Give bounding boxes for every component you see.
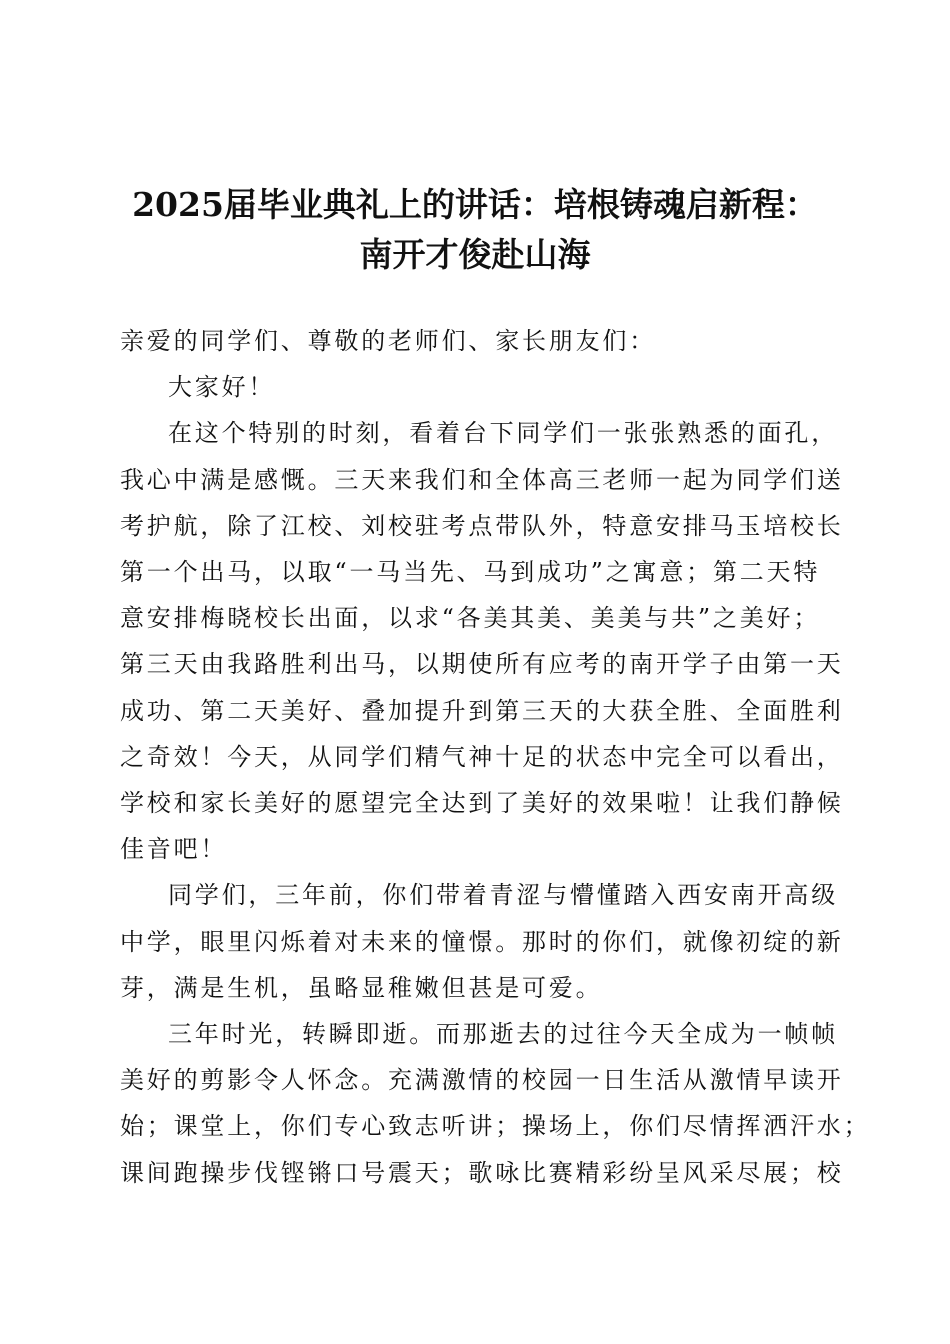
title-line-2: 南开才俊赴山海 bbox=[359, 235, 591, 274]
paragraph-line: 意安排梅晓校长出面，以求“各美其美、美美与共”之美好； bbox=[120, 604, 821, 633]
paragraph-line: 芽，满是生机，虽略显稚嫩但甚是可爱。 bbox=[120, 973, 603, 1002]
paragraph-line: 课间跑操步伐铿锵口号震天；歌咏比赛精彩纷呈风采尽展；校 bbox=[120, 1158, 844, 1187]
greeting-text: 大家好！ bbox=[168, 373, 276, 402]
paragraph-line: 佳音吧！ bbox=[120, 835, 228, 864]
paragraph-line: 同学们，三年前，你们带着青涩与懵懂踏入西安南开高级 bbox=[168, 881, 838, 910]
document-title bbox=[110, 180, 840, 280]
document-body bbox=[120, 318, 871, 1196]
paragraph-1-cont bbox=[120, 457, 844, 873]
paragraph-line: 第三天由我路胜利出马，以期使所有应考的南开学子由第一天 bbox=[120, 650, 844, 679]
paragraph-line: 考护航，除了江校、刘校驻考点带队外，特意安排马玉培校长 bbox=[120, 511, 844, 540]
paragraph-3-cont bbox=[120, 1057, 871, 1196]
paragraph-line: 学校和家长美好的愿望完全达到了美好的效果啦！让我们静候 bbox=[120, 789, 844, 818]
paragraph-line: 中学，眼里闪烁着对未来的憧憬。那时的你们，就像初绽的新 bbox=[120, 927, 844, 956]
paragraph-line: 之奇效！今天，从同学们精气神十足的状态中完全可以看出， bbox=[120, 742, 844, 771]
paragraph-line: 在这个特别的时刻，看着台下同学们一张张熟悉的面孔， bbox=[168, 419, 838, 448]
paragraph-line: 三年时光，转瞬即逝。而那逝去的过往今天全成为一帧帧 bbox=[168, 1020, 838, 1049]
paragraph-2-cont bbox=[120, 919, 844, 1011]
paragraph-line: 美好的剪影令人怀念。充满激情的校园一日生活从激情早读开 bbox=[120, 1066, 844, 1095]
salutation bbox=[120, 318, 832, 364]
title-line-1: 2025届毕业典礼上的讲话：培根铸魂启新程： bbox=[132, 185, 818, 224]
paragraph-line: 始；课堂上，你们专心致志听讲；操场上，你们尽情挥洒汗水； bbox=[120, 1112, 871, 1141]
paragraph-line: 成功、第二天美好、叠加提升到第三天的大获全胜、全面胜利 bbox=[120, 696, 844, 725]
paragraph-line: 第一个出马，以取“一马当先、马到成功”之寓意；第二天特 bbox=[120, 558, 821, 587]
salutation-text: 亲爱的同学们、尊敬的老师们、家长朋友们： bbox=[120, 327, 656, 355]
paragraph-2 bbox=[120, 872, 838, 918]
paragraph-3 bbox=[120, 1011, 838, 1057]
paragraph-1 bbox=[120, 410, 838, 456]
paragraph-line: 我心中满是感慨。三天来我们和全体高三老师一起为同学们送 bbox=[120, 465, 844, 494]
greeting bbox=[120, 364, 832, 410]
